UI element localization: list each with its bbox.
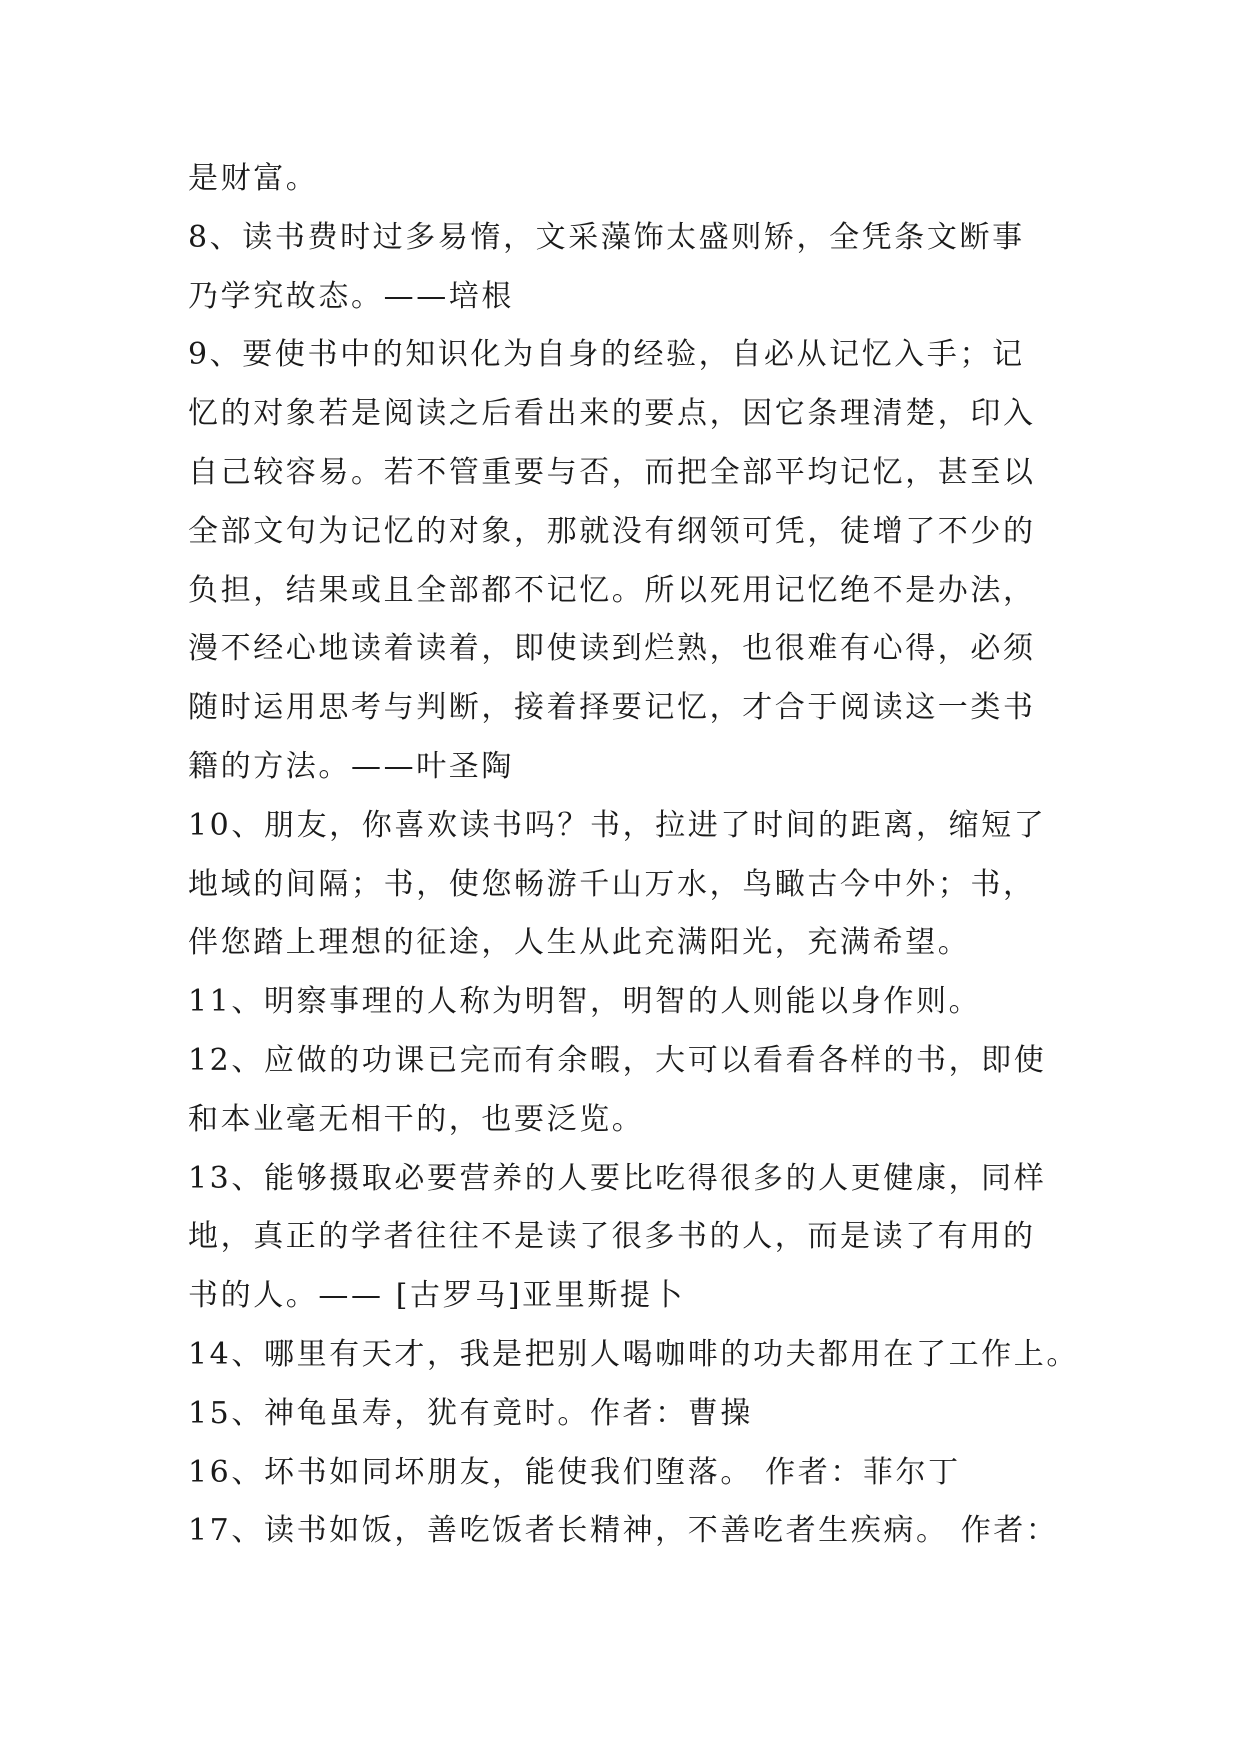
text-line: 忆的对象若是阅读之后看出来的要点，因它条理清楚，印入 bbox=[188, 396, 1036, 432]
text-line: 和本业毫无相干的，也要泛览。 bbox=[188, 1101, 645, 1137]
document-body bbox=[188, 150, 1079, 1561]
text-line: 随时运用思考与判断，接着择要记忆，才合于阅读这一类书 bbox=[188, 690, 1036, 726]
text-line: 地域的间隔；书，使您畅游千山万水，鸟瞰古今中外；书， bbox=[188, 866, 1036, 902]
text-line: 9、要使书中的知识化为自身的经验，自必从记忆入手；记 bbox=[188, 337, 1025, 373]
text-line: 17、读书如饭，善吃饭者长精神，不善吃者生疾病。 作者： bbox=[188, 1513, 1059, 1549]
text-line: 是财富。 bbox=[188, 161, 319, 196]
text-line: 13、能够摄取必要营养的人要比吃得很多的人更健康，同样 bbox=[188, 1160, 1047, 1196]
text-line: 地，真正的学者往往不是读了很多书的人，而是读了有用的 bbox=[188, 1219, 1036, 1255]
text-line: 负担，结果或且全部都不记忆。所以死用记忆绝不是办法， bbox=[188, 572, 1036, 608]
text-line: 伴您踏上理想的征途，人生从此充满阳光，充满希望。 bbox=[188, 925, 971, 961]
text-line: 籍的方法。——叶圣陶 bbox=[188, 748, 514, 784]
text-line: 12、应做的功课已完而有余暇，大可以看看各样的书，即使 bbox=[188, 1042, 1047, 1078]
text-line: 15、神龟虽寿，犹有竟时。作者：曹操 bbox=[188, 1395, 753, 1431]
text-line: 书的人。—— [古罗马]亚里斯提卜 bbox=[188, 1278, 686, 1314]
text-line: 自己较容易。若不管重要与否，而把全部平均记忆，甚至以 bbox=[188, 454, 1036, 490]
text-line: 漫不经心地读着读着，即使读到烂熟，也很难有心得，必须 bbox=[188, 631, 1036, 667]
text-line: 全部文句为记忆的对象，那就没有纲领可凭，徒增了不少的 bbox=[188, 513, 1036, 549]
text-line: 8、读书费时过多易惰，文采藻饰太盛则矫，全凭条文断事 bbox=[188, 219, 1025, 255]
text-line: 乃学究故态。——培根 bbox=[188, 278, 514, 314]
text-line: 14、哪里有天才，我是把别人喝咖啡的功夫都用在了工作上。 bbox=[188, 1336, 1079, 1372]
text-line: 16、坏书如同坏朋友，能使我们堕落。 作者：菲尔丁 bbox=[188, 1454, 961, 1490]
text-line: 10、朋友，你喜欢读书吗？书，拉进了时间的距离，缩短了 bbox=[188, 807, 1047, 843]
text-line: 11、明察事理的人称为明智，明智的人则能以身作则。 bbox=[188, 984, 982, 1020]
